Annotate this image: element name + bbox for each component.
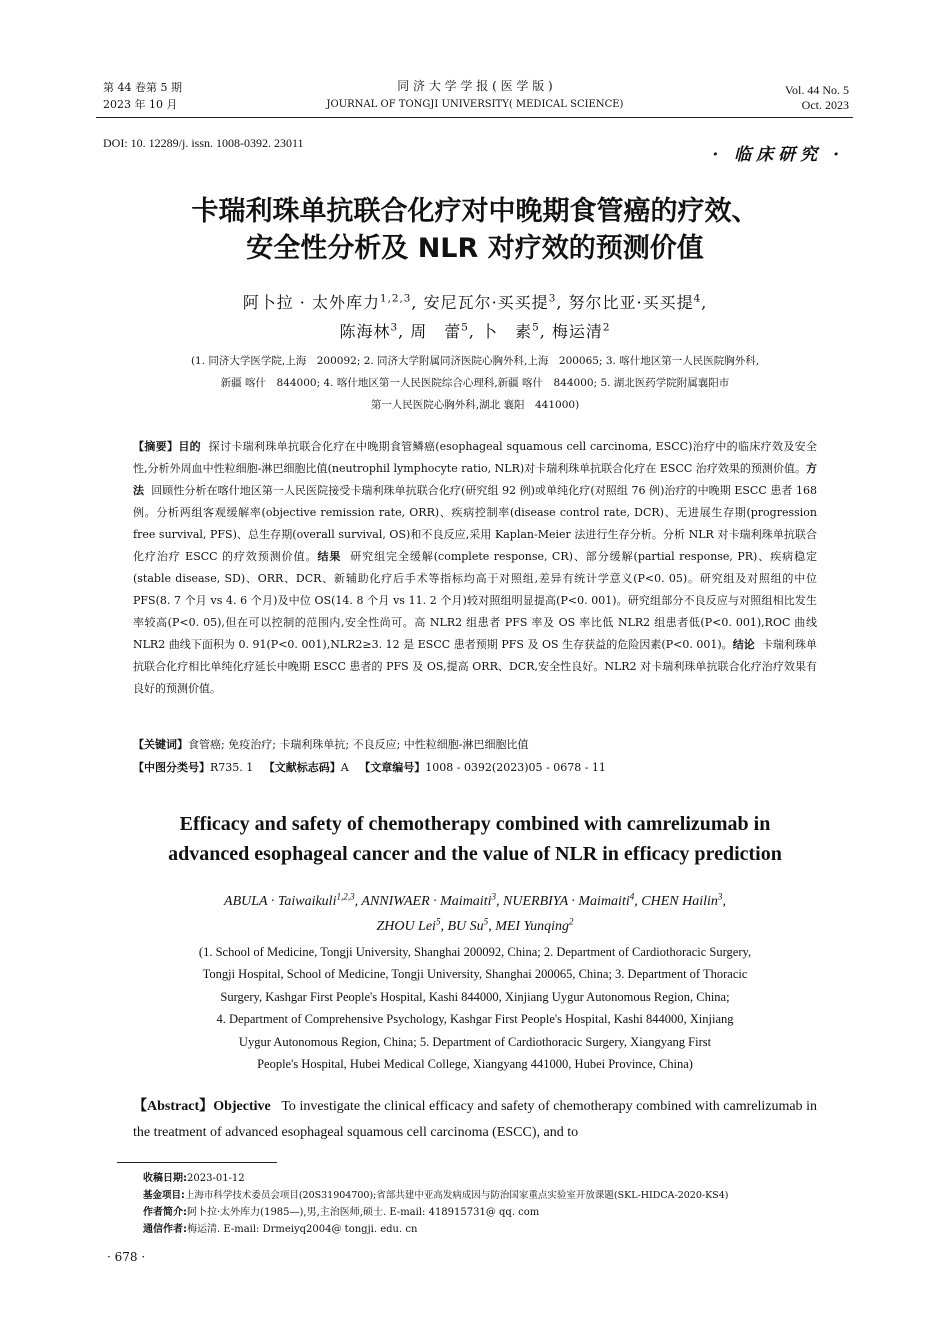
affiliation-en-line-2: Tongji Hospital, School of Medicine, Tongji University, Shanghai 200065, China; 3. Department of Thoracic	[202, 967, 748, 981]
affiliation-en-line-6: People's Hospital, Hubei Medical College, Xiangyang 441000, Hubei Province, China)	[257, 1057, 693, 1071]
author-cn: 阿卜拉 · 太外库力	[242, 293, 380, 312]
abstract-cn-label: 【摘要】	[133, 440, 179, 453]
affiliation-cn-line-3: 第一人民医院心胸外科,湖北 襄阳 441000)	[370, 399, 580, 411]
author-cn: 安尼瓦尔·买买提	[423, 293, 549, 312]
title-cn-line-2: 安全性分析及 NLR 对疗效的预测价值	[246, 233, 704, 264]
abstract-cn: 【摘要】目的 探讨卡瑞利珠单抗联合化疗在中晚期食管鳞癌(esophageal squamous cell carcinoma, ESCC)治疗中的临床疗效及安全性,分析外周血中性粒细胞-淋巴细胞比值(neutrophil lymphocyte ratio, NLR)对卡瑞利珠单抗联合化疗在 ESCC 治疗效果的预测价值。方法 回顾性分析在喀什地区第一人民医院接受卡瑞利珠单抗联合化疗(研究组 92 例)或单纯化疗(对照组 76 例)治疗的中晚期 ESCC 患者 168 例。分析两组客观缓解率(objective remission rate, ORR)、疾病控制率(disease control rate, DCR)、无进展生存期(progression free survival, PFS)、总生存期(overall survival, OS)和不良反应,采用 Kaplan-Meier 法进行生存分析。分析 NLR 对卡瑞利珠单抗联合化疗治疗 ESCC 的疗效预测价值。结果 研究组完全缓解(complete response, CR)、部分缓解(partial response, PR)、疾病稳定(stable disease, SD)、ORR、DCR、新辅助化疗后手术等指标均高于对照组,差异有统计学意义(P<0. 05)。研究组及对照组的中位 PFS(8. 7 个月 vs 4. 6 个月)及中位 OS(14. 8 个月 vs 11. 2 个月)较对照组明显提高(P<0. 001)。研究组部分不良反应与对照组相比发生率较高(P<0. 05),但在可以控制的范围内,安全性尚可。高 NLR2 组患者 PFS 率及 OS 率比低 NLR2 组患者低(P<0. 001),ROC 曲线 NLR2 曲线下面积为 0. 91(P<0. 001),NLR2≥3. 12 是 ESCC 患者预期 PFS 及 OS 生存获益的危险因素(P<0. 001)。结论 卡瑞利珠单抗联合化疗相比单纯化疗延长中晚期 ESCC 患者的 PFS 及 OS,提高 ORR、DCR,安全性良好。NLR2 对卡瑞利珠单抗联合化疗治疗效果有良好的预测价值。	[133, 440, 818, 695]
date-cn: 2023 年 10 月	[103, 98, 178, 111]
abstract-en	[133, 1094, 817, 1146]
footnote-corresponding: 通信作者:梅运清. E-mail: Drmeiyq2004@ tongji. edu. cn	[143, 1224, 418, 1235]
title-en-line-2: advanced esophageal cancer and the value of NLR in efficacy prediction	[168, 843, 782, 865]
footnote-received: 收稿日期:2023-01-12	[143, 1173, 245, 1184]
volume-cn: 第 44 卷第 5 期	[103, 81, 182, 94]
abstract-en-text: To investigate the clinical efficacy and safety of chemotherapy combined with camrelizumab in the treatment of advanced esophageal squamous cell carcinoma (ESCC), and to	[133, 1099, 817, 1140]
section-label: · 临床研究 ·	[712, 145, 844, 165]
author-cn: 陈海林	[339, 322, 391, 341]
author-cn: 卜 素	[481, 322, 533, 341]
doi: DOI: 10. 12289/j. issn. 1008-0392. 23011	[103, 136, 304, 150]
affiliation-cn-line-1: (1. 同济大学医学院,上海 200092; 2. 同济大学附属同济医院心胸外科,上海 200065; 3. 喀什地区第一人民医院胸外科,	[190, 355, 760, 367]
title-cn-line-1: 卡瑞利珠单抗联合化疗对中晚期食管癌的疗效、	[191, 196, 759, 227]
keywords	[133, 734, 817, 756]
page-number: · 678 ·	[107, 1250, 146, 1264]
classification: 【中图分类号】R735. 1 【文献标志码】A 【文章编号】1008 - 0392(2023)05 - 0678 - 11	[133, 761, 606, 774]
volume-en: Vol. 44 No. 5	[784, 83, 849, 97]
author-cn: 努尔比亚·买买提	[568, 293, 694, 312]
date-en: Oct. 2023	[801, 98, 849, 112]
affiliation-en-line-3: Surgery, Kashgar First People's Hospital, Kashi 844000, Xinjiang Uygur Autonomous Region, China;	[220, 990, 730, 1004]
affiliation-en-line-5: Uygur Autonomous Region, China; 5. Department of Cardiothoracic Surgery, Xiangyang First	[238, 1035, 712, 1049]
author-cn: 梅运清	[551, 322, 603, 341]
author-cn: 周 蕾	[410, 322, 462, 341]
authors-cn-line-1: 阿卜拉 · 太外库力$^{1,2,3}$, 安尼瓦尔·买买提$^3$, 努尔比亚·买买提$^4$,	[242, 292, 708, 312]
journal-name-en: JOURNAL OF TONGJI UNIVERSITY( MEDICAL SCIENCE)	[326, 99, 624, 110]
footnote-rule	[117, 1162, 277, 1163]
affiliation-en-line-4: 4. Department of Comprehensive Psychology, Kashgar First People's Hospital, Kashi 844000, Xinjiang	[216, 1012, 734, 1026]
authors-en-line-1: ABULA · Taiwaikuli$^{1,2,3}$, ANNIWAER · Maimaiti$^3$, NUERBIYA · Maimaiti$^4$, CHEN Hailin$^3$,	[224, 891, 726, 909]
affiliation-cn-line-2: 新疆 喀什 844000; 4. 喀什地区第一人民医院综合心理科,新疆 喀什 844000; 5. 湖北医药学院附属襄阳市	[220, 377, 730, 389]
abstract-en-label: 【Abstract】Objective	[133, 1099, 271, 1114]
footnote-author: 作者简介:阿卜拉·太外库力(1985—),男,主治医师,硕士. E-mail: 418915731@ qq. com	[143, 1207, 540, 1218]
affiliation-en-line-1: (1. School of Medicine, Tongji University, Shanghai 200092, China; 2. Department of Cardiothoracic Surgery,	[198, 945, 752, 959]
authors-cn-line-2: 陈海林$^3$, 周 蕾$^5$, 卜 素$^5$, 梅运清$^2$	[339, 321, 611, 341]
keywords-text: 食管癌; 免疫治疗; 卡瑞利珠单抗; 不良反应; 中性粒细胞-淋巴细胞比值	[188, 738, 529, 751]
header-rule	[96, 117, 853, 118]
footnote-fund: 基金项目:上海市科学技术委员会项目(20S31904700);省部共建中亚高发病成因与防治国家重点实验室开放课题(SKL-HIDCA-2020-KS4)	[143, 1190, 729, 1201]
journal-name-cn: 同 济 大 学 学 报 ( 医 学 版 )	[397, 79, 553, 93]
authors-en-line-2: ZHOU Lei$^5$, BU Su$^5$, MEI Yunqing$^2$	[376, 916, 574, 934]
title-en-line-1: Efficacy and safety of chemotherapy combined with camrelizumab in	[179, 813, 771, 835]
keywords-label: 【关键词】	[133, 738, 188, 751]
